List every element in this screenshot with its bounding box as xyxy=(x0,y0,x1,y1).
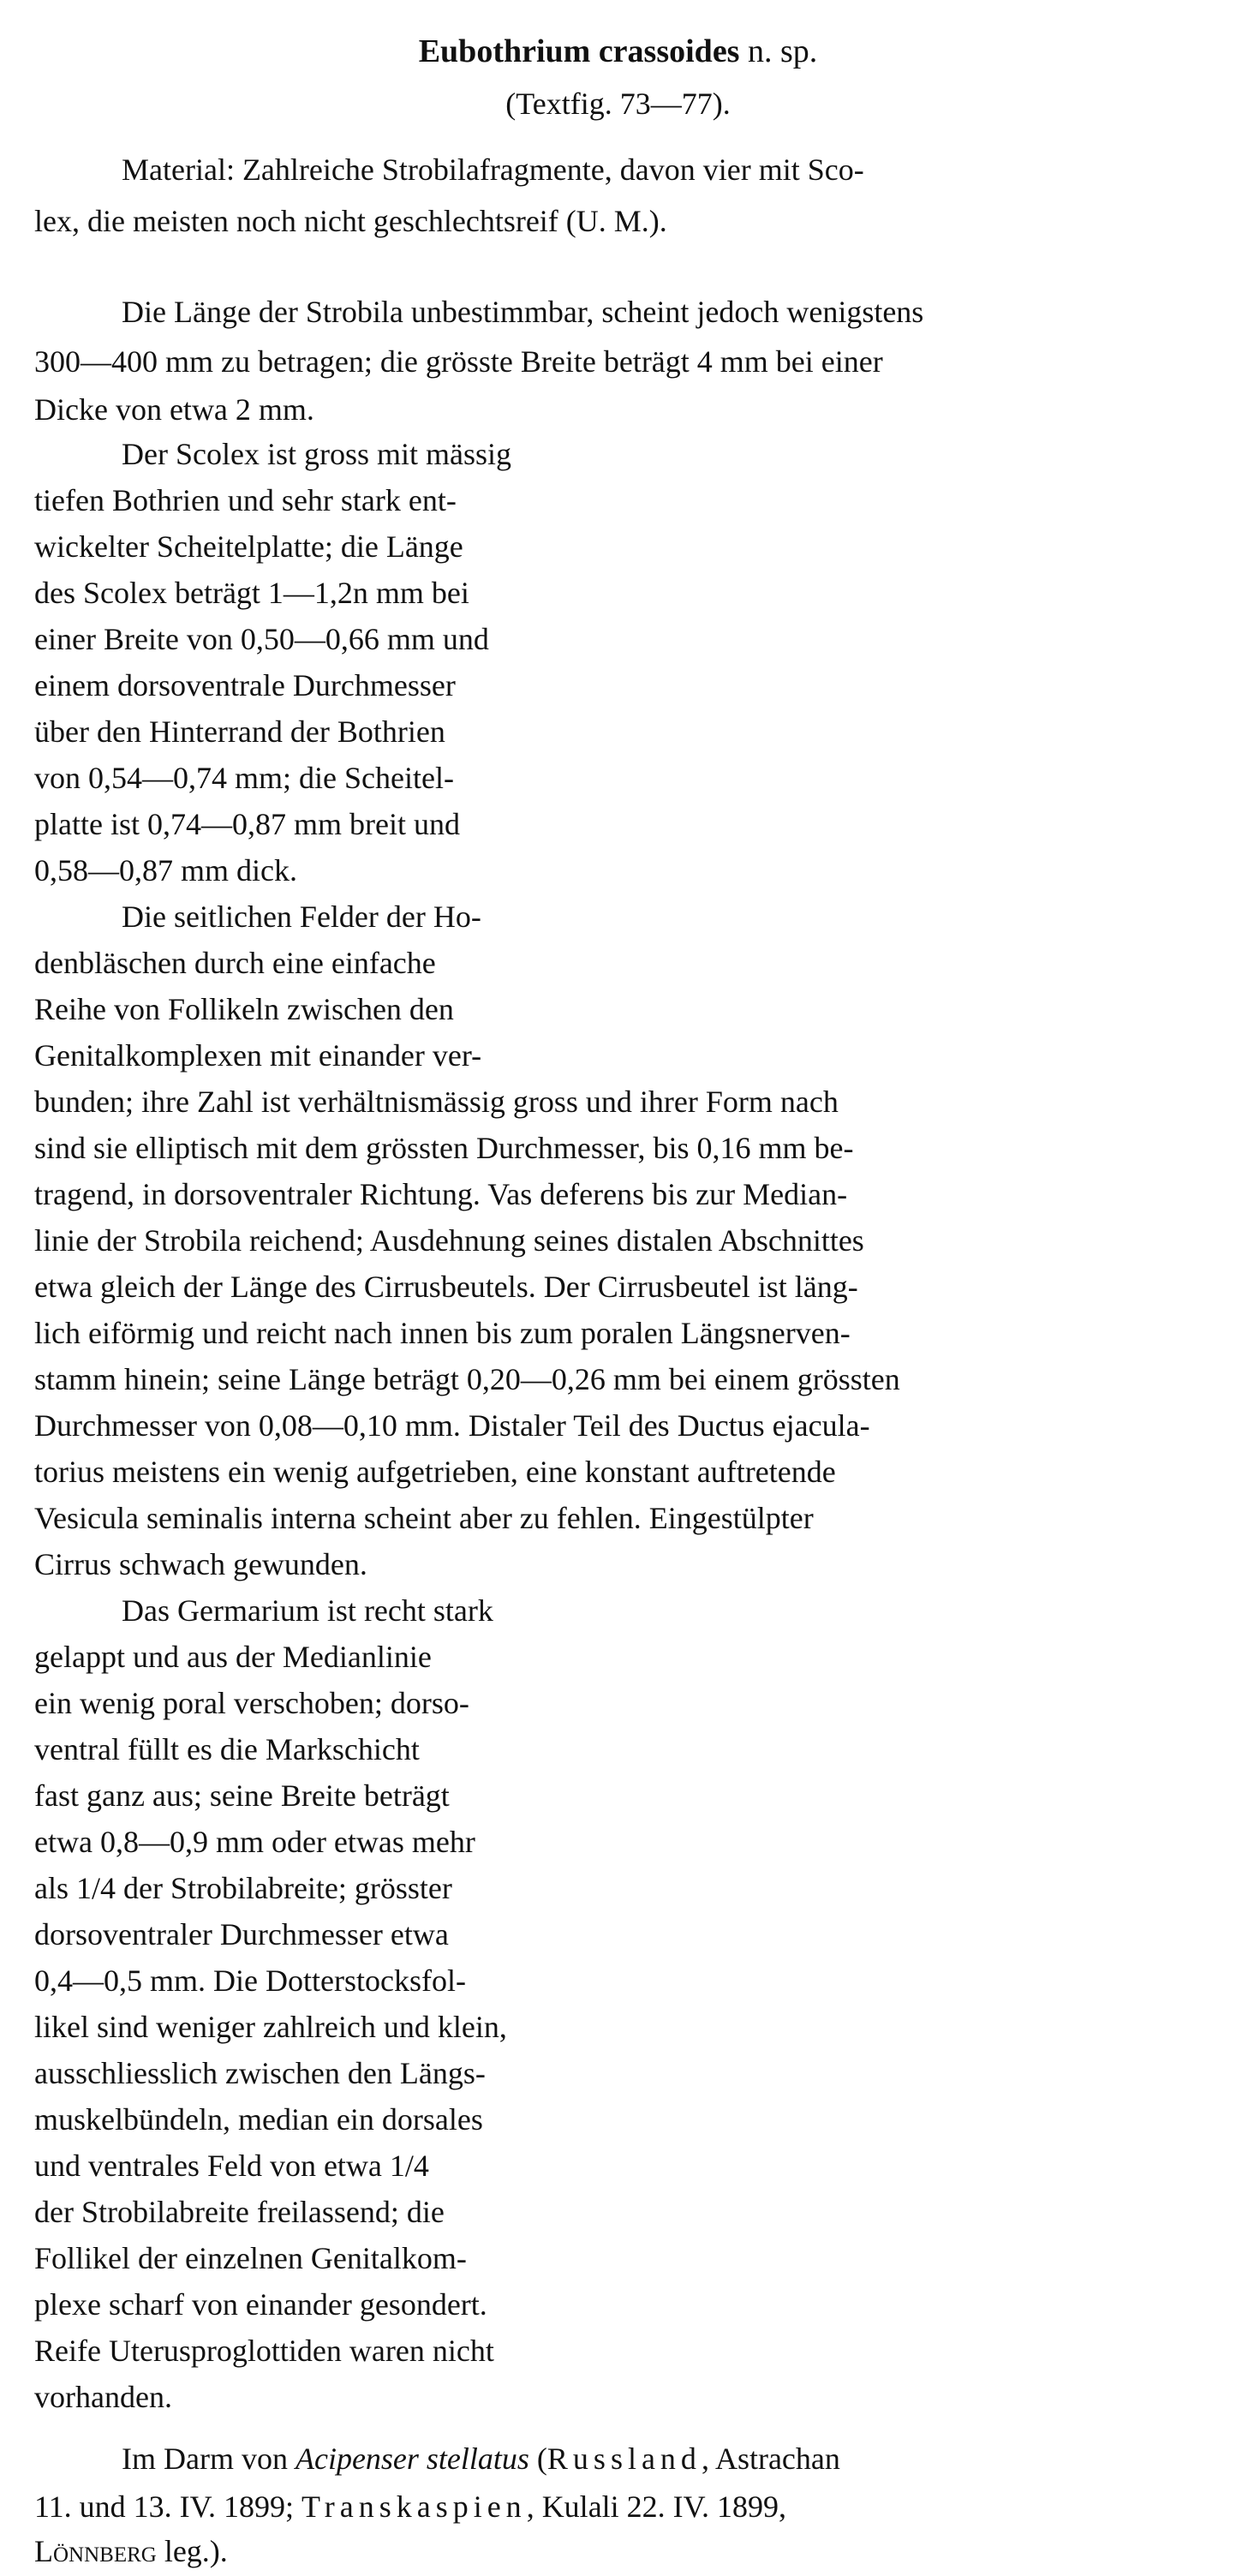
text-line: Die seitlichen Felder der Ho- xyxy=(122,900,481,934)
host-collector: Lönnberg xyxy=(34,2534,157,2568)
text-line: einer Breite von 0,50—0,66 mm und xyxy=(34,622,489,656)
text-line: Cirrus schwach gewunden. xyxy=(34,1547,367,1581)
text-line: ausschliesslich zwischen den Längs- xyxy=(34,2056,486,2090)
text-line: lex, die meisten noch nicht geschlechtsreif (U. M.). xyxy=(34,204,667,238)
novelty-tag: n. sp. xyxy=(747,33,818,69)
host-record-line-1 xyxy=(122,2440,840,2477)
host-dates-1: 11. und 13. IV. 1899; xyxy=(34,2489,295,2524)
text-line: fast ganz aus; seine Breite beträgt xyxy=(34,1778,450,1813)
text-line: Reihe von Follikeln zwischen den xyxy=(34,992,454,1026)
text-line: bunden; ihre Zahl ist verhältnismässig gross und ihrer Form nach xyxy=(34,1085,839,1119)
text-line: als 1/4 der Strobilabreite; grösster xyxy=(34,1871,452,1905)
text-line: Die Länge der Strobila unbestimmbar, scheint jedoch wenigstens xyxy=(122,295,924,329)
text-line: Dicke von etwa 2 mm. xyxy=(34,392,314,427)
host-country-1: Russland xyxy=(546,2442,702,2476)
text-line: Durchmesser von 0,08—0,10 mm. Distaler Teil des Ductus ejacula- xyxy=(34,1408,870,1443)
text-line: der Strobilabreite freilassend; die xyxy=(34,2195,445,2229)
host-country-2: Transkaspien xyxy=(302,2489,527,2524)
text-line: sind sie elliptisch mit dem grössten Durchmesser, bis 0,16 mm be- xyxy=(34,1131,854,1165)
text-line: ein wenig poral verschoben; dorso- xyxy=(34,1686,469,1720)
text-line: 0,4—0,5 mm. Die Dotterstocksfol- xyxy=(34,1963,466,1998)
text-line: Das Germarium ist recht stark xyxy=(122,1593,493,1628)
host-record-line-3 xyxy=(34,2532,228,2570)
text-line: des Scolex beträgt 1—1,2n mm bei xyxy=(34,576,469,610)
text-line: vorhanden. xyxy=(34,2380,172,2414)
host-prefix: Im Darm von xyxy=(122,2442,288,2476)
text-line: etwa gleich der Länge des Cirrusbeutels. Der Cirrusbeutel ist läng- xyxy=(34,1270,858,1304)
text-line: 300—400 mm zu betragen; die grösste Breite beträgt 4 mm bei einer xyxy=(34,344,883,379)
host-species: Acipenser stellatus xyxy=(295,2442,529,2476)
text-line: stamm hinein; seine Länge beträgt 0,20—0,26 mm bei einem grössten xyxy=(34,1362,900,1396)
host-locality-1: , Astrachan xyxy=(701,2442,840,2476)
text-line: und ventrales Feld von etwa 1/4 xyxy=(34,2149,429,2183)
text-line: Vesicula seminalis interna scheint aber zu fehlen. Eingestülpter xyxy=(34,1501,814,1535)
text-line: muskelbündeln, median ein dorsales xyxy=(34,2102,483,2137)
host-suffix: leg.). xyxy=(164,2534,228,2568)
host-locality-2: , Kulali 22. IV. 1899, xyxy=(526,2489,787,2524)
text-line: über den Hinterrand der Bothrien xyxy=(34,714,445,749)
text-line: platte ist 0,74—0,87 mm breit und xyxy=(34,807,460,841)
host-open-paren: ( xyxy=(536,2442,547,2476)
text-line: denbläschen durch eine einfache xyxy=(34,946,436,980)
text-line: tragend, in dorsoventraler Richtung. Vas deferens bis zur Median- xyxy=(34,1177,848,1211)
text-line: 0,58—0,87 mm dick. xyxy=(34,853,297,888)
text-line: Follikel der einzelnen Genitalkom- xyxy=(34,2241,467,2275)
text-line: Reife Uterusproglottiden waren nicht xyxy=(34,2334,494,2368)
text-line: Material: Zahlreiche Strobilafragmente, davon vier mit Sco- xyxy=(122,152,864,187)
species-title xyxy=(0,33,1236,70)
host-record-line-2 xyxy=(34,2488,786,2525)
text-line: etwa 0,8—0,9 mm oder etwas mehr xyxy=(34,1825,475,1859)
species-name: Eubothrium crassoides xyxy=(418,33,740,69)
text-line: lich eiförmig und reicht nach innen bis zum poralen Längsnerven- xyxy=(34,1316,851,1350)
text-line: likel sind weniger zahlreich und klein, xyxy=(34,2010,507,2044)
text-line: torius meistens ein wenig aufgetrieben, eine konstant auftretende xyxy=(34,1455,836,1489)
text-line: wickelter Scheitelplatte; die Länge xyxy=(34,529,463,564)
text-line: linie der Strobila reichend; Ausdehnung seines distalen Abschnittes xyxy=(34,1223,864,1258)
text-line: tiefen Bothrien und sehr stark ent- xyxy=(34,483,457,517)
text-line: dorsoventraler Durchmesser etwa xyxy=(34,1917,449,1951)
text-line: einem dorsoventrale Durchmesser xyxy=(34,668,456,702)
text-line: ventral füllt es die Markschicht xyxy=(34,1732,420,1766)
text-line: von 0,54—0,74 mm; die Scheitel- xyxy=(34,761,454,795)
text-line: Genitalkomplexen mit einander ver- xyxy=(34,1038,482,1073)
text-line: Der Scolex ist gross mit mässig xyxy=(122,437,511,471)
text-line: gelappt und aus der Medianlinie xyxy=(34,1640,432,1674)
figure-reference: (Textfig. 73—77). xyxy=(505,87,731,121)
text-line: plexe scharf von einander gesondert. xyxy=(34,2287,487,2322)
